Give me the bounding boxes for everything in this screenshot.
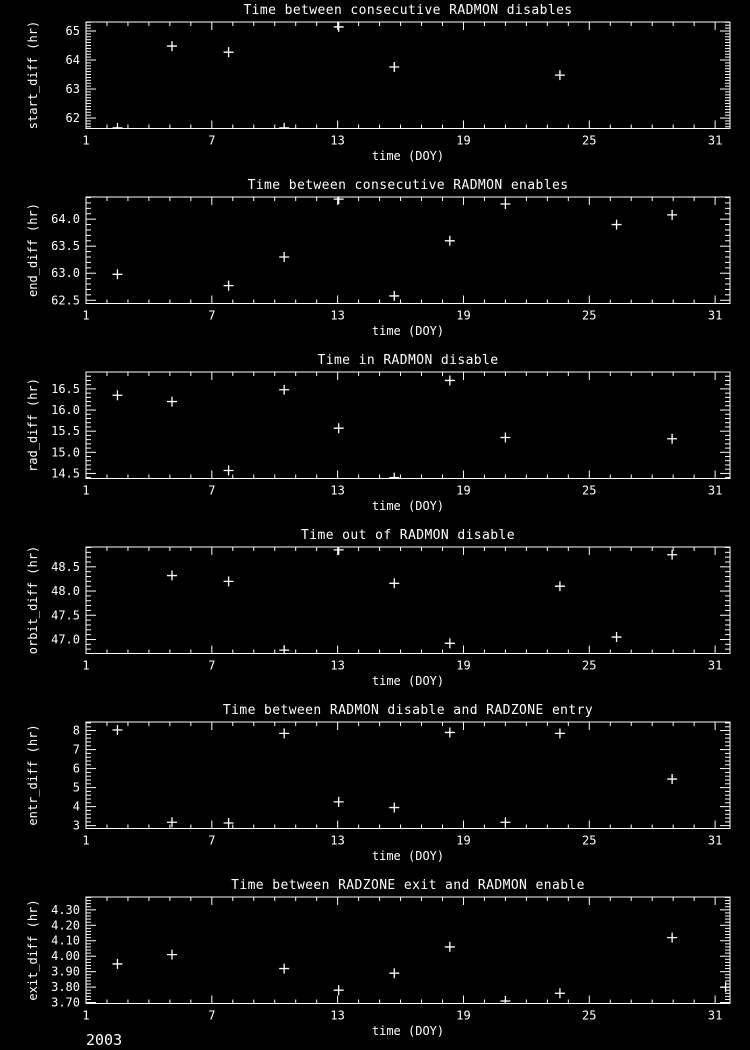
y-tick-label: 4	[72, 799, 80, 814]
x-tick-label: 19	[456, 483, 471, 498]
x-tick-label: 25	[582, 1008, 597, 1023]
x-tick-label: 25	[582, 483, 597, 498]
data-point-marker	[224, 465, 234, 475]
y-axis-label: end_diff (hr)	[26, 203, 40, 297]
data-points	[167, 545, 677, 655]
data-point-marker	[445, 236, 455, 246]
x-tick-label: 7	[208, 483, 216, 498]
data-point-marker	[500, 199, 510, 209]
y-tick-label: 64.0	[51, 212, 80, 227]
x-tick-label: 13	[330, 308, 345, 323]
data-point-marker	[555, 728, 565, 738]
x-axis-label: time (DOY)	[371, 1024, 445, 1038]
x-tick-label: 31	[707, 833, 723, 848]
data-point-marker	[224, 47, 234, 57]
data-point-marker	[389, 291, 399, 301]
y-tick-label: 65	[65, 23, 80, 38]
y-axis-label: entr_diff (hr)	[26, 724, 40, 826]
y-axis-label: exit_diff (hr)	[26, 899, 40, 1001]
x-tick-label: 7	[208, 133, 216, 148]
data-point-marker	[445, 727, 455, 737]
x-tick-label: 31	[707, 308, 723, 323]
x-tick-label: 13	[330, 833, 345, 848]
data-point-marker	[167, 41, 177, 51]
x-tick-label: 31	[707, 658, 723, 673]
data-point-marker	[612, 220, 622, 230]
data-point-marker	[279, 964, 289, 974]
y-tick-label: 48.5	[51, 559, 80, 574]
data-point-marker	[334, 194, 344, 204]
axes	[86, 197, 730, 304]
tick-labels	[51, 382, 722, 498]
data-point-marker	[555, 581, 565, 591]
x-tick-label: 1	[82, 833, 90, 848]
data-point-marker	[667, 434, 677, 444]
y-tick-label: 3.70	[51, 995, 80, 1010]
x-tick-label: 25	[582, 658, 597, 673]
x-tick-label: 25	[582, 133, 597, 148]
x-tick-label: 31	[707, 1008, 723, 1023]
data-point-marker	[334, 797, 344, 807]
x-tick-label: 1	[82, 658, 90, 673]
panel-title: Time in RADMON disable	[317, 353, 499, 368]
x-tick-label: 19	[456, 308, 471, 323]
panel-title: Time between RADMON disable and RADZONE entry	[222, 703, 594, 718]
x-tick-label: 19	[456, 833, 471, 848]
data-point-marker	[112, 725, 122, 735]
y-tick-label: 63.5	[51, 239, 80, 254]
y-tick-label: 4.30	[51, 902, 80, 917]
tick-labels	[51, 560, 722, 673]
data-point-marker	[112, 269, 122, 279]
data-point-marker	[445, 942, 455, 952]
data-point-marker	[334, 22, 344, 32]
data-point-marker	[224, 576, 234, 586]
data-point-marker	[279, 123, 289, 133]
x-tick-label: 7	[208, 833, 216, 848]
data-point-marker	[667, 933, 677, 943]
y-tick-label: 15.0	[51, 445, 80, 460]
x-tick-label: 13	[330, 133, 345, 148]
data-point-marker	[167, 950, 177, 960]
data-point-marker	[112, 390, 122, 400]
y-tick-label: 47.5	[51, 608, 80, 623]
y-tick-label: 4.00	[51, 949, 80, 964]
scatter-panel-end-diff	[0, 175, 750, 350]
axes	[86, 897, 730, 1004]
panel-title: Time out of RADMON disable	[301, 528, 515, 543]
x-tick-label: 1	[82, 483, 90, 498]
axes	[86, 547, 730, 654]
x-tick-label: 31	[707, 133, 723, 148]
panel-title: Time between consecutive RADMON enables	[247, 178, 569, 193]
data-point-marker	[555, 988, 565, 998]
y-tick-label: 63.0	[51, 266, 80, 281]
y-tick-label: 16.5	[51, 381, 80, 396]
data-point-marker	[224, 281, 234, 291]
data-point-marker	[279, 385, 289, 395]
scatter-panel-start-diff	[0, 0, 750, 175]
x-axis-label: time (DOY)	[371, 499, 445, 513]
y-tick-label: 63	[65, 82, 80, 97]
x-tick-label: 1	[82, 1008, 90, 1023]
y-tick-label: 62.5	[51, 293, 80, 308]
x-tick-label: 31	[707, 483, 723, 498]
data-point-marker	[500, 433, 510, 443]
panel-title: Time between consecutive RADMON disables	[243, 3, 573, 18]
y-tick-label: 8	[72, 723, 80, 738]
axes	[86, 722, 730, 829]
x-tick-label: 7	[208, 308, 216, 323]
x-axis-label: time (DOY)	[371, 324, 445, 338]
y-axis-label: start_diff (hr)	[26, 20, 40, 130]
y-axis-label: orbit_diff (hr)	[26, 545, 40, 655]
y-tick-label: 3	[72, 818, 80, 833]
data-point-marker	[612, 632, 622, 642]
x-tick-label: 1	[82, 308, 90, 323]
y-tick-label: 64	[65, 53, 80, 68]
data-point-marker	[167, 571, 177, 581]
y-tick-label: 3.80	[51, 980, 80, 995]
x-tick-label: 19	[456, 658, 471, 673]
x-tick-label: 1	[82, 133, 90, 148]
y-tick-label: 14.5	[51, 466, 80, 481]
y-axis-label: rad_diff (hr)	[26, 378, 40, 472]
tick-labels	[51, 212, 722, 322]
data-point-marker	[112, 123, 122, 133]
data-point-marker	[334, 545, 344, 555]
x-tick-label: 25	[582, 308, 597, 323]
data-point-marker	[500, 996, 510, 1006]
y-tick-label: 7	[72, 742, 80, 757]
data-point-marker	[389, 473, 399, 483]
x-axis-label: time (DOY)	[371, 849, 445, 863]
y-tick-label: 4.10	[51, 933, 80, 948]
data-point-marker	[667, 774, 677, 784]
data-points	[112, 194, 677, 301]
x-tick-label: 13	[330, 1008, 345, 1023]
x-tick-label: 13	[330, 483, 345, 498]
x-axis-label: time (DOY)	[371, 149, 445, 163]
data-point-marker	[279, 252, 289, 262]
data-point-marker	[112, 959, 122, 969]
y-tick-label: 6	[72, 761, 80, 776]
x-tick-label: 19	[456, 133, 471, 148]
y-tick-label: 48.0	[51, 584, 80, 599]
x-tick-label: 7	[208, 658, 216, 673]
data-point-marker	[389, 62, 399, 72]
x-tick-label: 13	[330, 658, 345, 673]
y-tick-label: 5	[72, 780, 80, 795]
y-tick-label: 3.90	[51, 964, 80, 979]
x-axis-label: time (DOY)	[371, 674, 445, 688]
year-label: 2003	[86, 1031, 123, 1049]
scatter-panel-entr-diff	[0, 700, 750, 875]
data-point-marker	[500, 817, 510, 827]
y-tick-label: 15.5	[51, 424, 80, 439]
data-point-marker	[224, 818, 234, 828]
data-points	[112, 22, 564, 133]
data-point-marker	[167, 397, 177, 407]
y-tick-label: 62	[65, 111, 80, 126]
axes	[86, 22, 730, 129]
data-point-marker	[445, 375, 455, 385]
y-tick-label: 16.0	[51, 403, 80, 418]
axes	[86, 372, 730, 479]
data-point-marker	[445, 638, 455, 648]
scatter-panel-orbit-diff	[0, 525, 750, 700]
data-point-marker	[389, 578, 399, 588]
data-points	[112, 375, 677, 482]
data-point-marker	[334, 985, 344, 995]
data-points	[112, 725, 677, 828]
data-point-marker	[667, 550, 677, 560]
data-point-marker	[389, 803, 399, 813]
data-point-marker	[389, 968, 399, 978]
scatter-panel-rad-diff	[0, 350, 750, 525]
y-tick-label: 4.20	[51, 918, 80, 933]
tick-labels	[51, 903, 722, 1023]
scatter-panel-exit-diff	[0, 875, 750, 1050]
data-points	[112, 933, 730, 1006]
data-point-marker	[167, 817, 177, 827]
x-tick-label: 7	[208, 1008, 216, 1023]
data-point-marker	[334, 423, 344, 433]
data-point-marker	[279, 728, 289, 738]
panel-title: Time between RADZONE exit and RADMON enable	[231, 878, 585, 893]
x-tick-label: 25	[582, 833, 597, 848]
y-tick-label: 47.0	[51, 632, 80, 647]
x-tick-label: 19	[456, 1008, 471, 1023]
data-point-marker	[555, 70, 565, 80]
data-point-marker	[667, 210, 677, 220]
